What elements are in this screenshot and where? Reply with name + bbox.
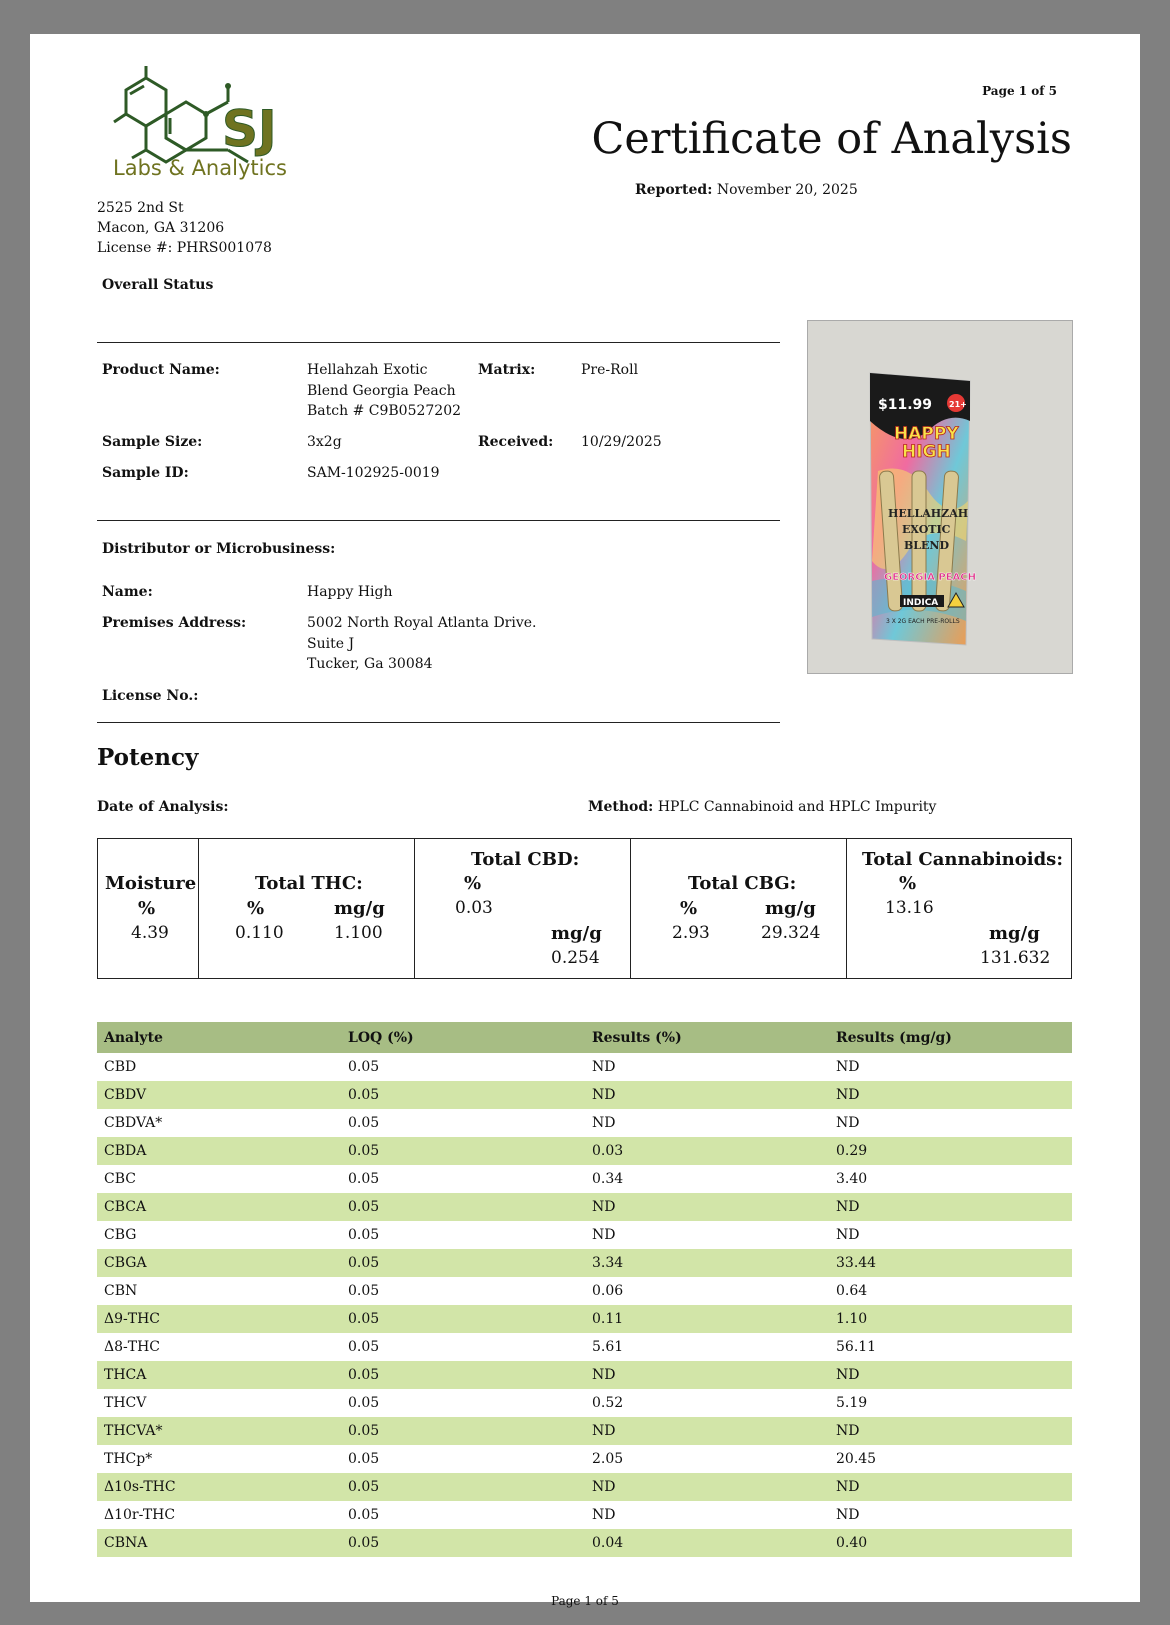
analyte-name: THCVA* xyxy=(97,1417,341,1445)
total-cbd-cell xyxy=(415,839,631,978)
loq-value: 0.05 xyxy=(341,1417,585,1445)
analyte-name: CBDVA* xyxy=(104,1115,163,1131)
total-thc-cell xyxy=(199,839,415,978)
total-cbd-label: Total CBD: xyxy=(471,849,580,870)
potency-summary xyxy=(97,838,1072,979)
table-row xyxy=(97,1249,1072,1277)
reported-date xyxy=(635,182,858,198)
result-pct: 0.11 xyxy=(585,1305,829,1333)
total-thc-pct-unit: % xyxy=(247,898,265,919)
matrix-label: Matrix: xyxy=(478,362,536,378)
loq-value: 0.05 xyxy=(348,1283,380,1299)
result-pct: ND xyxy=(585,1473,829,1501)
reported-label: Reported: xyxy=(635,182,713,198)
product-package-image xyxy=(808,321,1072,673)
photo-product-line1: HELLAHZAH xyxy=(888,507,969,520)
analyte-name: Δ10r-THC xyxy=(104,1507,176,1523)
moisture-value: 4.39 xyxy=(131,923,169,943)
product-photo xyxy=(807,320,1073,674)
loq-value: 0.05 xyxy=(341,1529,585,1557)
loq-value: 0.05 xyxy=(348,1395,380,1411)
result-mg: ND xyxy=(829,1193,1072,1221)
photo-flavor: GEORGIA PEACH xyxy=(884,572,976,583)
result-mg: 20.45 xyxy=(836,1451,877,1467)
result-pct: 0.03 xyxy=(585,1137,829,1165)
photo-pack: 3 X 2G EACH PRE-ROLLS xyxy=(886,618,960,625)
analyte-name: CBNA xyxy=(97,1529,341,1557)
total-thc-pct: 0.110 xyxy=(235,923,284,943)
license-no-label: License No.: xyxy=(102,688,199,704)
result-mg: 56.11 xyxy=(836,1339,877,1355)
table-row xyxy=(97,1361,1072,1389)
analyte-name: CBG xyxy=(104,1227,137,1243)
received-label: Received: xyxy=(478,434,554,450)
result-mg: 33.44 xyxy=(829,1249,1072,1277)
analyte-name: CBDA xyxy=(97,1137,341,1165)
premises-address-label: Premises Address: xyxy=(102,615,247,631)
total-cbg-pct-unit: % xyxy=(680,898,698,919)
analyte-name: CBGA xyxy=(97,1249,341,1277)
total-thc-mg-unit: mg/g xyxy=(334,898,385,919)
photo-price: $11.99 xyxy=(878,397,933,413)
divider xyxy=(97,342,780,343)
photo-strain: INDICA xyxy=(903,598,939,608)
premises-address-line2: Suite J xyxy=(307,635,355,652)
loq-value: 0.05 xyxy=(341,1081,585,1109)
column-header-results-pct: Results (%) xyxy=(585,1022,829,1053)
loq-value: 0.05 xyxy=(341,1361,585,1389)
result-mg: ND xyxy=(829,1473,1072,1501)
moisture-label: Moisture xyxy=(105,873,197,894)
moisture-cell xyxy=(98,839,199,978)
potency-heading: Potency xyxy=(97,744,199,771)
premises-address-line3: Tucker, Ga 30084 xyxy=(307,656,433,672)
analyte-name: Δ9-THC xyxy=(97,1305,341,1333)
result-pct: ND xyxy=(585,1361,829,1389)
loq-value: 0.05 xyxy=(348,1115,380,1131)
total-cbg-cell xyxy=(631,839,847,978)
total-cannabinoids-cell xyxy=(847,839,1071,978)
sample-size-label: Sample Size: xyxy=(102,434,203,450)
lab-address-line1: 2525 2nd St xyxy=(97,200,184,216)
analyte-table xyxy=(97,1022,1072,1557)
column-header-analyte: Analyte xyxy=(97,1022,341,1053)
distributor-name-label: Name: xyxy=(102,584,153,600)
table-row xyxy=(97,1193,1072,1221)
product-name-line2: Blend Georgia Peach xyxy=(307,382,456,399)
total-cannabinoids-pct: 13.16 xyxy=(885,898,934,918)
table-row xyxy=(97,1053,1072,1081)
premises-address-line1: 5002 North Royal Atlanta Drive. xyxy=(307,615,537,631)
result-pct: ND xyxy=(585,1417,829,1445)
product-name-value xyxy=(307,360,461,422)
matrix-value: Pre-Roll xyxy=(581,362,639,378)
result-pct: ND xyxy=(592,1507,616,1523)
analyte-name: THCV xyxy=(104,1395,147,1411)
result-mg: 0.40 xyxy=(829,1529,1072,1557)
result-mg: ND xyxy=(836,1507,860,1523)
result-pct: ND xyxy=(592,1059,616,1075)
method-label: Method: xyxy=(588,799,654,815)
result-pct: 0.34 xyxy=(592,1171,624,1187)
result-mg: ND xyxy=(836,1115,860,1131)
total-cbg-pct: 2.93 xyxy=(672,923,710,943)
table-row xyxy=(97,1333,1072,1361)
result-mg: ND xyxy=(836,1059,860,1075)
sample-id-value: SAM-102925-0019 xyxy=(307,465,440,481)
table-row xyxy=(97,1305,1072,1333)
loq-value: 0.05 xyxy=(341,1249,585,1277)
product-name-label: Product Name: xyxy=(102,362,220,378)
sample-id-label: Sample ID: xyxy=(102,465,189,481)
loq-value: 0.05 xyxy=(348,1507,380,1523)
loq-value: 0.05 xyxy=(341,1305,585,1333)
total-cannabinoids-mg-unit: mg/g xyxy=(989,923,1040,944)
received-value: 10/29/2025 xyxy=(581,434,662,450)
total-cbd-mg-unit: mg/g xyxy=(551,923,602,944)
logo-text: Labs & Analytics xyxy=(113,156,287,180)
total-cannabinoids-pct-unit: % xyxy=(899,873,917,894)
lab-address-line2: Macon, GA 31206 xyxy=(97,220,225,236)
photo-product-line3: BLEND xyxy=(904,539,950,552)
result-mg: 0.29 xyxy=(829,1137,1072,1165)
table-row xyxy=(97,1445,1072,1473)
moisture-unit: % xyxy=(138,898,156,919)
column-header-loq: LOQ (%) xyxy=(341,1022,585,1053)
result-pct: 5.61 xyxy=(592,1339,624,1355)
table-row xyxy=(97,1137,1072,1165)
total-cbg-label: Total CBG: xyxy=(688,873,797,894)
result-mg: ND xyxy=(829,1361,1072,1389)
method-value: HPLC Cannabinoid and HPLC Impurity xyxy=(657,799,937,815)
distributor-name-value: Happy High xyxy=(307,584,393,600)
result-pct: ND xyxy=(585,1081,829,1109)
result-mg: ND xyxy=(829,1417,1072,1445)
loq-value: 0.05 xyxy=(341,1473,585,1501)
method xyxy=(588,799,936,815)
result-pct: ND xyxy=(592,1115,616,1131)
photo-age-badge: 21+ xyxy=(949,400,967,409)
total-cbd-mg: 0.254 xyxy=(551,948,600,968)
divider xyxy=(97,520,780,521)
total-cbd-pct-unit: % xyxy=(464,873,482,894)
certificate-page xyxy=(30,34,1140,1608)
loq-value: 0.05 xyxy=(348,1227,380,1243)
result-pct: ND xyxy=(592,1227,616,1243)
lab-address xyxy=(97,198,272,258)
result-mg: 1.10 xyxy=(829,1305,1072,1333)
analyte-name: CBDV xyxy=(97,1081,341,1109)
lab-license: License #: PHRS001078 xyxy=(97,240,272,256)
analyte-name: THCA xyxy=(97,1361,341,1389)
total-cannabinoids-mg: 131.632 xyxy=(980,948,1051,968)
loq-value: 0.05 xyxy=(348,1171,380,1187)
result-mg: ND xyxy=(836,1227,860,1243)
total-cbd-pct: 0.03 xyxy=(455,898,493,918)
reported-value: November 20, 2025 xyxy=(716,182,858,198)
result-pct: 2.05 xyxy=(592,1451,624,1467)
table-row xyxy=(97,1221,1072,1249)
table-row xyxy=(97,1165,1072,1193)
sample-size-value: 3x2g xyxy=(307,434,342,450)
total-thc-label: Total THC: xyxy=(255,873,363,894)
page-number-top: Page 1 of 5 xyxy=(982,84,1057,98)
loq-value: 0.05 xyxy=(341,1137,585,1165)
table-row xyxy=(97,1389,1072,1417)
loq-value: 0.05 xyxy=(348,1451,380,1467)
table-row xyxy=(97,1109,1072,1137)
photo-product-line2: EXOTIC xyxy=(902,523,951,536)
loq-value: 0.05 xyxy=(348,1059,380,1075)
result-pct: 0.06 xyxy=(592,1283,624,1299)
column-header-results-mg: Results (mg/g) xyxy=(829,1022,1072,1053)
result-pct: 0.04 xyxy=(585,1529,829,1557)
result-mg: ND xyxy=(829,1081,1072,1109)
date-of-analysis-label: Date of Analysis: xyxy=(97,799,229,815)
loq-value: 0.05 xyxy=(348,1339,380,1355)
overall-status-label: Overall Status xyxy=(102,277,214,293)
page-title: Certificate of Analysis xyxy=(591,114,1072,164)
table-row xyxy=(97,1417,1072,1445)
table-row xyxy=(97,1277,1072,1305)
total-cbg-mg: 29.324 xyxy=(761,923,821,943)
result-pct: 3.34 xyxy=(585,1249,829,1277)
distributor-section-label: Distributor or Microbusiness: xyxy=(102,541,336,557)
analyte-table-header xyxy=(97,1022,1072,1053)
table-row xyxy=(97,1501,1072,1529)
analyte-name: THCp* xyxy=(104,1451,153,1467)
analyte-name: CBD xyxy=(104,1059,137,1075)
loq-value: 0.05 xyxy=(341,1193,585,1221)
product-name-line1: Hellahzah Exotic xyxy=(307,362,428,378)
photo-brand-line2: HIGH xyxy=(902,442,951,462)
result-pct: ND xyxy=(585,1193,829,1221)
analyte-name: Δ10s-THC xyxy=(97,1473,341,1501)
premises-address-value xyxy=(307,613,537,675)
result-mg: 3.40 xyxy=(836,1171,868,1187)
table-row xyxy=(97,1473,1072,1501)
page-number-footer: Page 1 of 5 xyxy=(551,1594,619,1608)
analyte-name: Δ8-THC xyxy=(104,1339,161,1355)
product-batch: Batch # C9B0527202 xyxy=(307,403,462,419)
analyte-name: CBCA xyxy=(97,1193,341,1221)
logo-letters: SJ xyxy=(222,100,277,158)
total-cannabinoids-label: Total Cannabinoids: xyxy=(862,849,1063,870)
analyte-name: CBN xyxy=(104,1283,138,1299)
analyte-name: CBC xyxy=(104,1171,136,1187)
table-row xyxy=(97,1081,1072,1109)
result-pct: 0.52 xyxy=(592,1395,624,1411)
divider xyxy=(97,722,780,723)
result-mg: 0.64 xyxy=(836,1283,868,1299)
result-mg: 5.19 xyxy=(836,1395,868,1411)
total-cbg-mg-unit: mg/g xyxy=(765,898,816,919)
table-row xyxy=(97,1529,1072,1557)
total-thc-mg: 1.100 xyxy=(334,923,383,943)
photo-brand-line1: HAPPY xyxy=(894,424,959,444)
